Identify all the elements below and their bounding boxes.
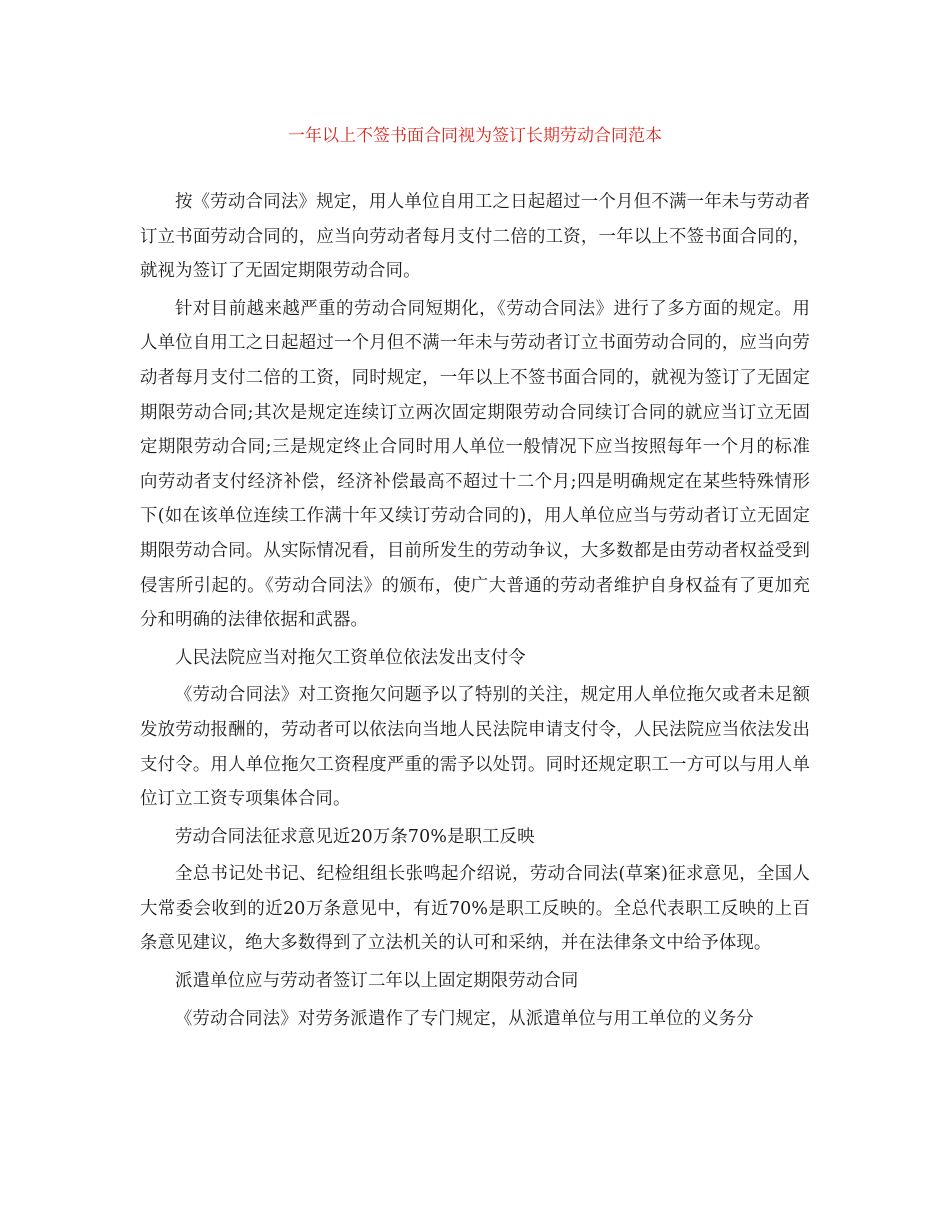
paragraph: 《劳动合同法》对劳务派遣作了专门规定，从派遣单位与用工单位的义务分 bbox=[175, 1008, 754, 1029]
document-body bbox=[140, 185, 810, 1039]
paragraph: 全总书记处书记、纪检组组长张鸣起介绍说，劳动合同法(草案)征求意见，全国人大常委会收到的近20万条意见中，有近70%是职工反映的。全总代表职工反映的上百条意见建议，绝大多数得到了立法机关的认可和采纳，并在法律条文中给予体现。 bbox=[140, 864, 810, 954]
section-heading: 劳动合同法征求意见近20万条70%是职工反映 bbox=[175, 826, 535, 847]
section-heading: 派遣单位应与劳动者签订二年以上固定期限劳动合同 bbox=[175, 971, 579, 992]
document-title: 一年以上不签书面合同视为签订长期劳动合同范本 bbox=[288, 126, 662, 146]
section-heading: 人民法院应当对拖欠工资单位依法发出支付令 bbox=[175, 647, 526, 668]
paragraph: 针对目前越来越严重的劳动合同短期化，《劳动合同法》进行了多方面的规定。用人单位自用工之日起超过一个月但不满一年未与劳动者订立书面劳动合同的，应当向劳动者每月支付二倍的工资，同时规定，一年以上不签书面合同的，就视为签订了无固定期限劳动合同;其次是规定连续订立两次固定期限劳动合同续订合同的就应当订立无固定期限劳动合同;三是规定终止合同时用人单位一般情况下应当按照每年一个月的标准向劳动者支付经济补偿，经济补偿最高不超过十二个月;四是明确规定在某些特殊情形下(如在该单位连续工作满十年又续订劳动合同的)，用人单位应当与劳动者订立无固定期限劳动合同。从实际情况看，目前所发生的劳动争议，大多数都是由劳动者权益受到侵害所引起的。《劳动合同法》的颁布，使广大普通的劳动者维护自身权益有了更加充分和明确的法律依据和武器。 bbox=[140, 298, 810, 631]
paragraph: 按《劳动合同法》规定，用人单位自用工之日起超过一个月但不满一年未与劳动者订立书面劳动合同的，应当向劳动者每月支付二倍的工资，一年以上不签书面合同的，就视为签订了无固定期限劳动合同。 bbox=[140, 192, 810, 282]
paragraph: 《劳动合同法》对工资拖欠问题予以了特别的关注，规定用人单位拖欠或者未足额发放劳动报酬的，劳动者可以依法向当地人民法院申请支付令，人民法院应当依法发出支付令。用人单位拖欠工资程度严重的需予以处罚。同时还规定职工一方可以与用人单位订立工资专项集体合同。 bbox=[140, 685, 810, 810]
